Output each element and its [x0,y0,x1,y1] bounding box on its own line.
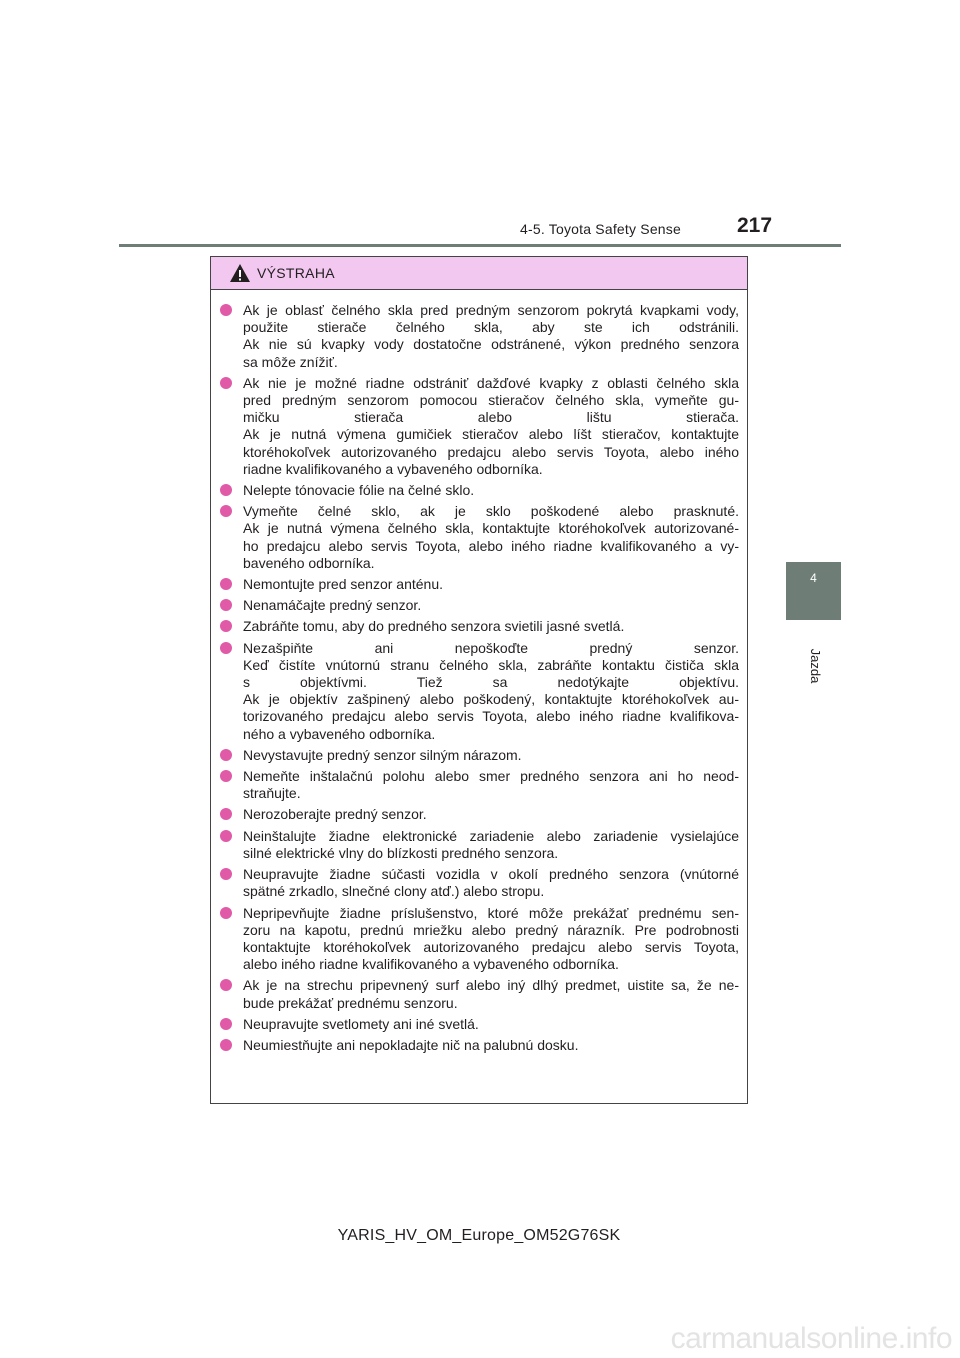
warning-item-line: bude prekážať prednému senzoru. [243,994,458,1011]
warning-item-line: silné elektrické vlny do blízkosti predného senzora. [243,844,559,861]
warning-item-line: Ak je nutná výmena gumičiek stieračov alebo líšt stieračov, kontaktujte [243,426,739,443]
warning-item-line: Nemeňte inštalačnú polohu alebo smer predného senzora ani ho neod- [243,768,739,785]
warning-list-item [233,768,739,802]
bullet-icon [220,484,232,496]
warning-title: VÝSTRAHA [257,265,335,281]
warning-list-item [233,618,739,635]
warning-item-line: Ak je oblasť čelného skla pred predným senzorom pokrytá kvapkami vody, [243,302,739,318]
warning-item-line: Nerozoberajte predný senzor. [243,806,427,823]
bullet-icon [220,770,232,782]
warning-list-item [233,977,739,1011]
chapter-label: Jazda [808,648,823,684]
warning-item-line: straňujte. [243,785,301,802]
bullet-icon [220,868,232,880]
warning-item-line: Neupravujte žiadne súčasti vozidla v okolí predného senzora (vnútorné [243,866,739,883]
bullet-icon [220,1018,232,1030]
warning-list-item [233,866,739,900]
warning-list-item [233,597,739,614]
warning-item-line: Nepripevňujte žiadne príslušenstvo, ktoré môže prekážať prednému sen- [243,904,739,921]
warning-item-line: použite stierače čelného skla, aby ste ich odstránili. [243,319,739,336]
warning-item-line: ho predajcu alebo servis Toyota, alebo iného riadne kvalifikovaného a vy- [243,537,739,554]
warning-list [211,290,747,1054]
header-rule [119,244,841,247]
warning-item-line: alebo iného riadne kvalifikovaného a vybaveného odborníka. [243,956,619,973]
warning-item-line: Nezašpiňte ani nepoškoďte predný senzor. [243,639,739,656]
bullet-icon [220,599,232,611]
header-section-title: 4-5. Toyota Safety Sense [520,221,681,237]
warning-item-line: Ak je na strechu pripevnený surf alebo iný dlhý predmet, uistite sa, že ne- [243,977,739,994]
warning-triangle-icon [229,263,251,283]
bullet-icon [220,304,232,316]
warning-item-line: Vymeňte čelné sklo, ak je sklo poškodené alebo prasknuté. [243,503,739,520]
warning-item-line: Nevystavujte predný senzor silným nárazom. [243,746,522,763]
warning-list-item [233,302,739,371]
warning-item-line: Keď čistíte vnútornú stranu čelného skla, zabráňte kontaktu čističa skla [243,656,739,673]
warning-list-item [233,375,739,478]
warning-list-item [233,1016,739,1033]
warning-item-line: torizovaného predajcu alebo servis Toyota, alebo iného riadne kvalifikova- [243,708,739,725]
warning-item-line: Neupravujte svetlomety ani iné svetlá. [243,1015,479,1032]
warning-list-item [233,503,739,572]
warning-item-line: ktoréhokoľvek autorizovaného predajcu alebo servis Toyota, alebo iného [243,443,739,460]
bullet-icon [220,749,232,761]
warning-list-item [233,828,739,862]
warning-item-line: baveného odborníka. [243,554,375,571]
warning-list-item [233,640,739,743]
watermark: carmanualsonline.info [670,1322,952,1355]
chapter-tab [786,562,841,620]
warning-item-line: Ak je nutná výmena čelného skla, kontaktujte ktoréhokoľvek autorizované- [243,520,739,537]
warning-item-line: riadne kvalifikovaného a vybaveného odborníka. [243,460,543,477]
warning-item-line: Zabráňte tomu, aby do predného senzora svietili jasné svetlá. [243,618,625,635]
warning-item-line: Ak je objektív zašpinený alebo poškodený, kontaktujte ktoréhokoľvek au- [243,691,739,708]
warning-header [211,257,747,290]
warning-item-line: Ak nie je možné riadne odstrániť dažďové kvapky z oblasti čelného skla [243,374,739,391]
warning-item-line: spätné zrkadlo, slnečné clony atď.) alebo stropu. [243,883,545,900]
warning-item-line: kontaktujte ktoréhokoľvek autorizovaného predajcu alebo servis Toyota, [243,938,739,955]
chapter-number: 4 [810,571,817,585]
warning-item-line: zoru na kapotu, prednú mriežku alebo predný nárazník. Pre podrobnosti [243,921,739,938]
warning-list-item [233,905,739,974]
warning-item-line: Neinštalujte žiadne elektronické zariadenie alebo zariadenie vysielajúce [243,827,739,844]
footer-document-code: YARIS_HV_OM_Europe_OM52G76SK [337,1227,621,1244]
warning-item-line: Nemontujte pred senzor anténu. [243,576,444,593]
warning-list-item [233,747,739,764]
warning-box [210,256,748,1104]
bullet-icon [220,377,232,389]
bullet-icon [220,830,232,842]
bullet-icon [220,620,232,632]
warning-item-line: Nelepte tónovacie fólie na čelné sklo. [243,482,475,499]
warning-item-line: mičku stierača alebo lištu stierača. [243,409,739,426]
warning-item-line: ného a vybaveného odborníka. [243,725,436,742]
bullet-icon [220,907,232,919]
bullet-icon [220,642,232,654]
bullet-icon [220,808,232,820]
warning-item-line: Neumiestňujte ani nepokladajte nič na palubnú dosku. [243,1036,579,1053]
page-number: 217 [737,214,773,237]
bullet-icon [220,578,232,590]
warning-list-item [233,576,739,593]
warning-item-line: sa môže znížiť. [243,353,338,370]
warning-item-line: Ak nie sú kvapky vody dostatočne odstránené, výkon predného senzora [243,336,739,353]
warning-list-item [233,482,739,499]
warning-list-item [233,806,739,823]
warning-item-line: Nenamáčajte predný senzor. [243,597,422,614]
bullet-icon [220,1039,232,1051]
warning-item-line: pred predným senzorom pomocou stieračov čelného skla, vymeňte gu- [243,392,739,409]
warning-item-line: s objektívmi. Tiež sa nedotýkajte objektívu. [243,674,739,691]
bullet-icon [220,505,232,517]
bullet-icon [220,979,232,991]
warning-list-item [233,1037,739,1054]
